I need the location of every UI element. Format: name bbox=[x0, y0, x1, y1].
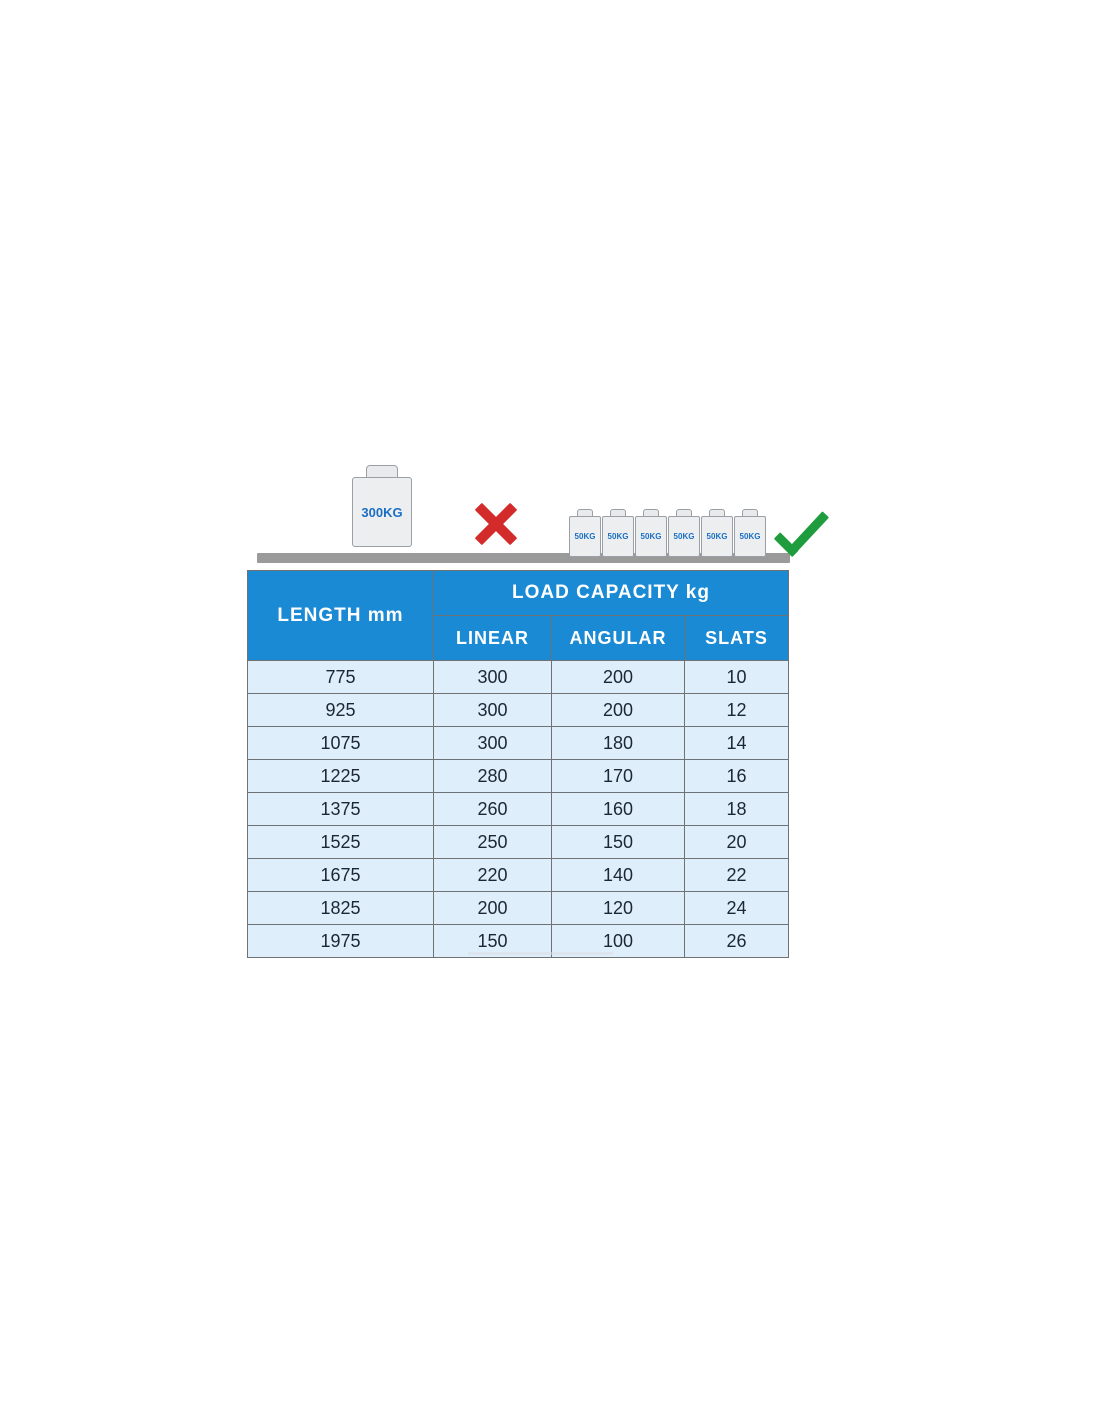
cell-length: 1075 bbox=[248, 727, 434, 760]
cell-slats: 24 bbox=[685, 892, 789, 925]
cell-linear: 200 bbox=[434, 892, 552, 925]
column-header-slats: SLATS bbox=[685, 616, 789, 661]
table-row bbox=[248, 760, 789, 793]
cell-length: 1975 bbox=[248, 925, 434, 958]
weight-body bbox=[668, 516, 700, 557]
table-row bbox=[248, 892, 789, 925]
cell-linear: 300 bbox=[434, 661, 552, 694]
cell-length: 1525 bbox=[248, 826, 434, 859]
weight-icon bbox=[569, 509, 599, 555]
cell-slats: 26 bbox=[685, 925, 789, 958]
table-row bbox=[248, 793, 789, 826]
cell-angular: 140 bbox=[552, 859, 685, 892]
cell-linear: 300 bbox=[434, 694, 552, 727]
cell-length: 1825 bbox=[248, 892, 434, 925]
load-distribution-illustration bbox=[247, 455, 800, 570]
cell-linear: 260 bbox=[434, 793, 552, 826]
table-header bbox=[248, 571, 789, 661]
cell-slats: 16 bbox=[685, 760, 789, 793]
cell-linear: 280 bbox=[434, 760, 552, 793]
cell-slats: 12 bbox=[685, 694, 789, 727]
column-header-load-capacity: LOAD CAPACITY kg bbox=[434, 571, 789, 616]
weight-icon bbox=[352, 465, 410, 545]
light-weight-label: 50KG bbox=[673, 532, 695, 541]
cell-angular: 150 bbox=[552, 826, 685, 859]
cell-linear: 220 bbox=[434, 859, 552, 892]
column-header-linear: LINEAR bbox=[434, 616, 552, 661]
weight-icon bbox=[701, 509, 731, 555]
check-stroke-2 bbox=[790, 511, 829, 552]
cell-angular: 120 bbox=[552, 892, 685, 925]
weight-body bbox=[569, 516, 601, 557]
cell-slats: 22 bbox=[685, 859, 789, 892]
table-row bbox=[248, 661, 789, 694]
light-weight-label: 50KG bbox=[607, 532, 629, 541]
weight-icon bbox=[734, 509, 764, 555]
cell-linear: 300 bbox=[434, 727, 552, 760]
weight-icon bbox=[635, 509, 665, 555]
cell-angular: 160 bbox=[552, 793, 685, 826]
light-weight-group bbox=[569, 500, 769, 555]
column-header-length: LENGTH mm bbox=[248, 571, 434, 661]
table-body bbox=[248, 661, 789, 958]
cell-angular: 200 bbox=[552, 661, 685, 694]
heavy-weight-label: 300KG bbox=[361, 504, 403, 520]
heavy-weight-group bbox=[322, 455, 442, 555]
column-header-angular: ANGULAR bbox=[552, 616, 685, 661]
weight-body bbox=[352, 477, 412, 547]
light-weight-label: 50KG bbox=[640, 532, 662, 541]
table-row bbox=[248, 694, 789, 727]
cross-icon bbox=[469, 497, 523, 551]
cell-linear: 250 bbox=[434, 826, 552, 859]
cell-linear: 150 bbox=[434, 925, 552, 958]
cell-angular: 100 bbox=[552, 925, 685, 958]
weight-icon bbox=[602, 509, 632, 555]
cell-length: 1675 bbox=[248, 859, 434, 892]
table-row bbox=[248, 859, 789, 892]
table-header-row-1 bbox=[248, 571, 789, 616]
weight-body bbox=[602, 516, 634, 557]
cell-length: 775 bbox=[248, 661, 434, 694]
load-capacity-table bbox=[247, 570, 789, 958]
weight-body bbox=[635, 516, 667, 557]
table-row bbox=[248, 826, 789, 859]
cell-slats: 14 bbox=[685, 727, 789, 760]
cell-slats: 20 bbox=[685, 826, 789, 859]
cell-length: 1375 bbox=[248, 793, 434, 826]
cell-angular: 200 bbox=[552, 694, 685, 727]
cell-angular: 180 bbox=[552, 727, 685, 760]
check-icon bbox=[775, 505, 835, 555]
table-row bbox=[248, 727, 789, 760]
cell-length: 1225 bbox=[248, 760, 434, 793]
page-artifact bbox=[468, 952, 613, 955]
light-weight-label: 50KG bbox=[739, 532, 761, 541]
light-weight-label: 50KG bbox=[574, 532, 596, 541]
weight-body bbox=[734, 516, 766, 557]
cell-angular: 170 bbox=[552, 760, 685, 793]
light-weight-label: 50KG bbox=[706, 532, 728, 541]
cell-slats: 10 bbox=[685, 661, 789, 694]
weight-icon bbox=[668, 509, 698, 555]
cell-length: 925 bbox=[248, 694, 434, 727]
weight-body bbox=[701, 516, 733, 557]
cell-slats: 18 bbox=[685, 793, 789, 826]
